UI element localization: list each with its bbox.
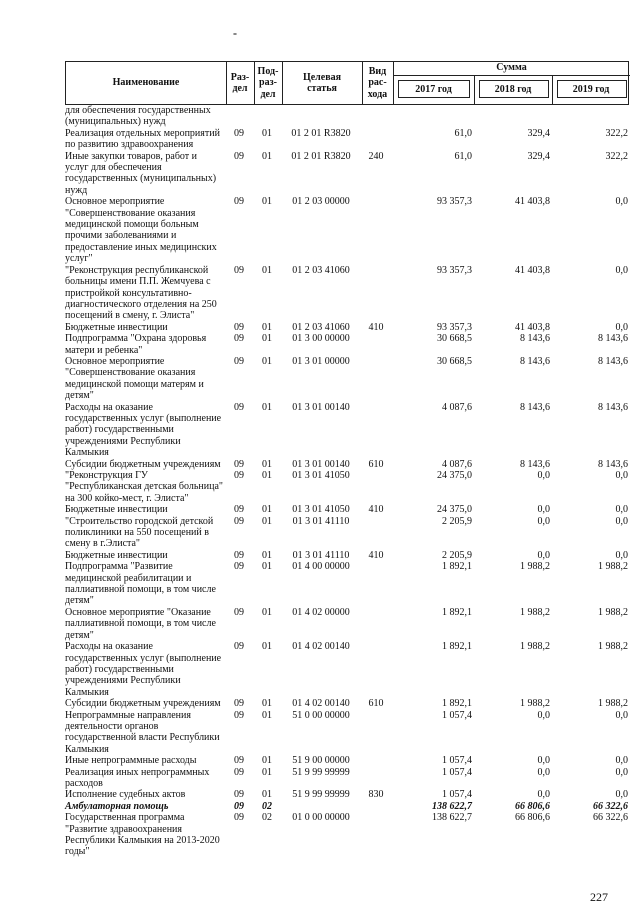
cell-y2017: 30 668,5 [437,333,472,345]
table-row [65,402,629,459]
cell-y2019: 8 143,6 [598,355,628,367]
cell-y2018: 0,0 [537,755,550,767]
cell-name: Иные непрограммные расходы [65,755,197,767]
cell-vid [361,105,391,128]
table-row [65,767,629,790]
cell-sec: 09 [234,549,244,561]
table-row [65,322,629,333]
cell-sub: 02 [262,800,272,812]
cell-sec: 09 [234,800,244,812]
budget-table [65,61,629,858]
cell-y2017: 2 205,9 [442,515,472,527]
cell-target: 01 2 01 R3820 [291,150,351,162]
cell-sec: 09 [234,127,244,139]
cell-y2019: 0,0 [615,321,628,333]
cell-sub: 01 [262,561,272,573]
cell-sub [253,105,281,128]
cell-sub: 01 [262,698,272,710]
table-row [65,504,629,515]
cell-target: 01 4 02 00000 [292,606,350,618]
cell-vid [361,356,391,402]
cell-y2017: 1 057,4 [442,789,472,801]
cell-y2018: 0,0 [537,515,550,527]
cell-y2017: 1 892,1 [442,561,472,573]
cell-target [281,105,361,128]
table-row [65,151,629,197]
cell-name: Субсидии бюджетным учреждениям [65,698,221,710]
cell-y2019: 8 143,6 [598,333,628,345]
table-row [65,561,629,607]
cell-vid [361,801,391,812]
cell-y2019: 322,2 [605,150,628,162]
cell-sub: 01 [262,549,272,561]
cell-name: Реализация иных непрограммных расходов [65,766,210,789]
cell-sub: 01 [262,755,272,767]
cell-sec: 09 [234,812,244,824]
cell-y2019: 0,0 [615,515,628,527]
cell-name: Иные закупки товаров, работ и услуг для обеспечения государственных (муниципальных) нужд [65,150,217,196]
cell-target: 51 9 99 99999 [292,766,350,778]
cell-name: Государственная программа "Развитие здравоохранения Республики Калмыкия на 2013-2020 годы" [65,812,220,858]
cell-y2018: 8 143,6 [520,401,550,413]
cell-sec: 09 [234,458,244,470]
cell-sec: 09 [234,709,244,721]
cell-y2018: 0,0 [537,549,550,561]
cell-sec: 09 [234,755,244,767]
table-row [65,516,629,550]
cell-y2018: 0,0 [537,766,550,778]
cell-sec: 09 [234,196,244,208]
cell-y2018: 66 806,6 [515,812,550,824]
cell-y2018: 8 143,6 [520,333,550,345]
cell-name: Основное мероприятие "Совершенствование оказания медицинской помощи матерям и детям" [65,355,204,402]
cell-y2019: 0,0 [615,196,628,208]
cell-sec: 09 [234,401,244,413]
cell-target: 51 9 00 00000 [292,755,350,767]
cell-target: 01 3 01 00000 [292,355,350,367]
cell-vid [361,333,391,356]
cell-sec: 09 [234,355,244,367]
cell-sec: 09 [234,766,244,778]
cell-sub: 01 [262,470,272,481]
cell-sub: 01 [262,150,272,162]
cell-name: Подпрограмма "Развитие медицинской реабилитации и паллиативной помощи, в том числе детям" [65,561,216,607]
cell-y2018: 0,0 [537,709,550,721]
table-row [65,333,629,356]
cell-y2017: 30 668,5 [437,355,472,367]
cell-y2017: 93 357,3 [437,321,472,333]
cell-y2017: 1 892,1 [442,698,472,710]
cell-vid [361,128,391,151]
cell-name: Исполнение судебных актов [65,789,186,801]
cell-vid [361,812,391,858]
cell-name: Субсидии бюджетным учреждениям [65,458,221,470]
cell-name: Бюджетные инвестиции [65,504,168,516]
cell-y2018: 41 403,8 [515,264,550,276]
cell-vid [361,402,391,459]
cell-sec: 09 [234,333,244,345]
table-row [65,607,629,641]
table-row [65,710,629,756]
header-2017: 2017 год [415,84,452,95]
cell-y2018: 41 403,8 [515,196,550,208]
cell-name: Расходы на оказание государственных услуг (выполнение работ) государственными учреждениями Республики Калмыкия [65,641,222,698]
header-expense-type: Вид рас- хода [367,65,388,100]
cell-target: 01 3 01 41110 [292,515,350,527]
cell-y2018: 66 806,6 [515,800,550,812]
cell-sec: 09 [234,641,244,653]
cell-vid [361,561,391,607]
cell-target: 01 4 02 00140 [292,698,350,710]
table-row [65,196,629,264]
table-row [65,789,629,800]
cell-vid [361,607,391,641]
cell-vid: 240 [368,150,384,162]
cell-y2019: 0,0 [615,766,628,778]
cell-sub: 01 [262,196,272,208]
cell-sub: 01 [262,709,272,721]
cell-y2017: 4 087,6 [442,401,472,413]
cell-y2019: 1 988,2 [598,561,628,573]
cell-y2019: 0,0 [615,264,628,276]
cell-target: 01 2 03 00000 [292,196,350,208]
cell-y2017: 24 375,0 [437,504,472,516]
table-row [65,356,629,402]
cell-y2019: 8 143,6 [598,401,628,413]
cell-y2019: 0,0 [615,504,628,516]
cell-y2019: 1 988,2 [598,606,628,618]
cell-y2017: 61,0 [454,150,472,162]
cell-y2018: 329,4 [527,150,550,162]
cell-y2017: 1 892,1 [442,606,472,618]
cell-y2019: 0,0 [615,549,628,561]
cell-y2017: 4 087,6 [442,458,472,470]
cell-y2019: 0,0 [615,470,628,481]
table-row [65,641,629,698]
cell-target: 01 3 01 41110 [292,549,350,561]
cell-y2019: 8 143,6 [598,458,628,470]
cell-target [281,801,361,812]
table-row [65,755,629,766]
cell-y2017: 1 057,4 [442,766,472,778]
cell-y2019: 0,0 [615,789,628,801]
cell-name: для обеспечения государственных (муниципальных) нужд [65,105,211,128]
cell-y2019: 0,0 [615,755,628,767]
cell-y2019: 66 322,6 [593,800,628,812]
header-section: Раз- дел [230,71,250,94]
cell-target: 01 3 01 41050 [292,470,350,481]
cell-name: Бюджетные инвестиции [65,549,168,561]
cell-vid [361,516,391,550]
cell-sub: 01 [262,515,272,527]
cell-y2018: 1 988,2 [520,561,550,573]
cell-y2018: 329,4 [527,127,550,139]
cell-sec: 09 [234,561,244,573]
cell-name: Реализация отдельных мероприятий по развитию здравоохранения [65,127,220,151]
cell-target: 01 0 00 00000 [292,812,350,824]
cell-vid [361,470,391,504]
cell-vid [361,641,391,698]
cell-sub: 01 [262,333,272,345]
cell-y2019: 1 988,2 [598,698,628,710]
cell-sub: 01 [262,458,272,470]
cell-name: Подпрограмма "Охрана здоровья матери и ребенка" [65,333,207,356]
cell-vid [361,755,391,766]
cell-name: Основное мероприятие "Оказание паллиативной помощи, в том числе детям" [65,606,216,641]
cell-vid: 410 [368,504,384,516]
cell-y2019: 0,0 [615,709,628,721]
cell-y2018: 1 988,2 [520,698,550,710]
header-sum: Сумма [393,62,630,76]
cell-target: 01 3 01 41050 [292,504,350,516]
cell-y2017: 1 057,4 [442,755,472,767]
cell-y2019: 1 988,2 [598,641,628,653]
cell-sub: 01 [262,789,272,801]
cell-sub: 01 [262,504,272,516]
table-header [65,61,629,105]
cell-sub: 01 [262,606,272,618]
cell-sec: 09 [234,470,244,481]
cell-name: Основное мероприятие "Совершенствование оказания медицинской помощи больным прочими заболеваниями и предоставление иных медицинских услуг" [65,196,217,265]
cell-sec: 09 [234,515,244,527]
top-mark: - [233,26,237,40]
cell-sec: 09 [234,264,244,276]
cell-y2018: 8 143,6 [520,458,550,470]
cell-y2018: 0,0 [537,470,550,481]
cell-vid [361,196,391,264]
cell-y2017: 24 375,0 [437,470,472,481]
header-subsection: Под- раз- дел [257,65,279,100]
table-row [65,698,629,709]
cell-sub: 02 [262,812,272,824]
cell-vid: 610 [368,698,384,710]
cell-target: 51 9 99 99999 [292,789,350,801]
cell-y2018 [472,105,550,128]
table-body [65,105,629,858]
cell-vid: 410 [368,549,384,561]
cell-sec: 09 [234,150,244,162]
cell-target: 01 3 00 00000 [292,333,350,345]
page-number: 227 [590,890,608,904]
cell-y2017: 2 205,9 [442,549,472,561]
cell-sec: 09 [234,321,244,333]
cell-y2017: 93 357,3 [437,196,472,208]
cell-y2018: 0,0 [537,504,550,516]
cell-y2017: 61,0 [454,127,472,139]
cell-target: 01 3 01 00140 [292,458,350,470]
cell-sub: 01 [262,355,272,367]
cell-name: Расходы на оказание государственных услуг (выполнение работ) государственными учреждениями Республики Калмыкия [65,401,222,459]
cell-target: 01 4 00 00000 [292,561,350,573]
header-2018: 2018 год [494,84,532,95]
cell-sub: 01 [262,127,272,139]
cell-sec: 09 [234,789,244,801]
cell-target: 01 3 01 00140 [292,401,350,413]
cell-target: 01 4 02 00140 [292,641,350,653]
cell-y2019 [550,105,628,128]
header-2019: 2019 год [572,84,610,95]
cell-name: Амбулаторная помощь [65,800,169,812]
table-row [65,128,629,151]
cell-target: 01 2 01 R3820 [291,127,351,139]
table-row [65,265,629,322]
cell-sec: 09 [234,698,244,710]
cell-y2019: 66 322,6 [593,812,628,824]
cell-sub: 01 [262,321,272,333]
table-row [65,812,629,858]
cell-sub: 01 [262,641,272,653]
table-row [65,105,629,128]
cell-y2019: 322,2 [605,127,628,139]
cell-y2018: 1 988,2 [520,606,550,618]
cell-y2017: 1 057,4 [442,709,472,721]
cell-y2017: 1 892,1 [442,641,472,653]
cell-vid [361,767,391,790]
cell-vid [361,710,391,756]
cell-y2018: 8 143,6 [520,355,550,367]
header-target: Целевая статья [302,71,342,94]
cell-name: "Строительство городской детской поликлиники на 550 посещений в смену в г.Элиста" [65,515,214,550]
cell-y2018: 41 403,8 [515,321,550,333]
cell-y2018: 0,0 [537,789,550,801]
header-name: Наименование [112,77,180,89]
cell-target: 51 0 00 00000 [292,709,350,721]
cell-sec: 09 [234,504,244,516]
cell-y2018: 1 988,2 [520,641,550,653]
cell-name: "Реконструкция республиканской больницы имени П.П. Жемчуева с пристройкой консультативно-диагностического отделения на 250 посещений в смену, г. Элиста" [65,264,217,322]
cell-sub: 01 [262,401,272,413]
cell-name: Бюджетные инвестиции [65,321,168,333]
cell-y2017: 138 622,7 [432,800,472,812]
cell-vid [361,265,391,322]
cell-sec [225,105,253,128]
cell-target: 01 2 03 41060 [292,264,350,276]
cell-sec: 09 [234,606,244,618]
table-row [65,801,629,812]
cell-vid: 610 [368,458,384,470]
cell-name: Непрограммные направления деятельности органов государственной власти Республики Калмыкия [65,709,220,755]
table-row [65,470,629,504]
cell-vid: 410 [368,321,384,333]
cell-vid: 830 [368,789,384,801]
table-row [65,459,629,470]
cell-target: 01 2 03 41060 [292,321,350,333]
table-row [65,550,629,561]
cell-y2017 [391,105,472,128]
cell-sub: 01 [262,766,272,778]
cell-y2017: 93 357,3 [437,264,472,276]
cell-sub: 01 [262,264,272,276]
cell-name: "Реконструкция ГУ "Республиканская детская больница" на 300 койко-мест, г. Элиста" [65,470,224,504]
cell-y2017: 138 622,7 [432,812,472,824]
